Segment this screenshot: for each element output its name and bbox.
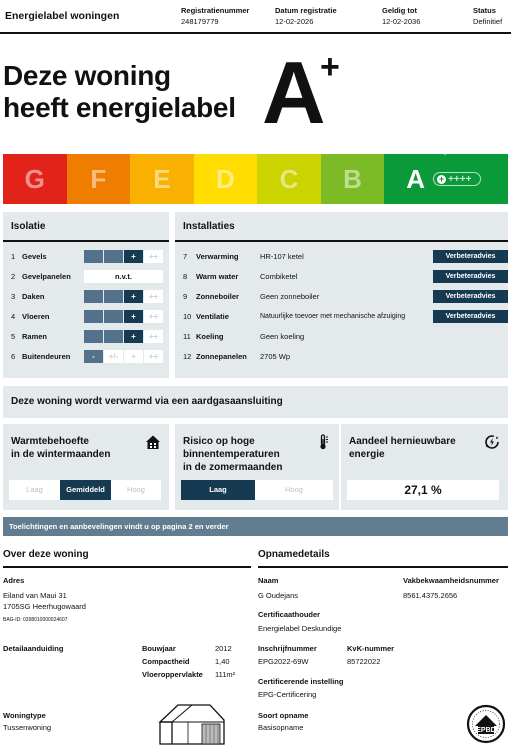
certificerende-instelling-value: EPG-Certificering	[258, 690, 317, 699]
certificerende-instelling-label: Certificerende instelling	[258, 677, 344, 686]
header-registratienummer: Registratienummer 248179779	[181, 6, 250, 26]
verbeteradvies-button[interactable]: Verbeteradvies	[433, 270, 508, 283]
warmtebehoefte-panel	[3, 424, 169, 510]
isolatie-row-gevels: 1 Gevels + ++	[11, 249, 163, 263]
hernieuwbaar-panel	[341, 424, 508, 510]
naam-value: G Oudejans	[258, 591, 299, 600]
installatie-row-ventilatie: 10 Ventilatie Natuurlijke toevoer met mechanische afzuiging Verbeteradvies	[183, 309, 508, 323]
isolatie-row-buitendeuren: 6 Buitendeuren - +/- + ++	[11, 349, 163, 363]
kvk-label: KvK-nummer	[347, 644, 395, 653]
installatie-row-koeling: 11 Koeling Geen koeling	[183, 331, 305, 341]
energy-label-letter: A	[262, 43, 324, 142]
option-hoog: Hoog	[285, 485, 303, 494]
vakbekwaamheidsnummer-label: Vakbekwaamheidsnummer	[403, 576, 499, 585]
header-status: Status Definitief	[473, 6, 503, 26]
renewable-icon	[484, 434, 500, 450]
option-laag: Laag	[26, 485, 43, 494]
energy-class-f: F	[67, 154, 131, 204]
installatie-row-verwarming: 7 Verwarming HR-107 ketel Verbeteradvies	[183, 249, 508, 263]
installaties-panel	[175, 212, 508, 378]
over-woning-title: Over deze woning	[3, 549, 89, 560]
divider	[258, 566, 508, 568]
energy-class-b: B	[321, 154, 385, 204]
option-hoog: Hoog	[127, 485, 145, 494]
energy-class-a: A + ++++	[384, 154, 508, 204]
isolatie-panel	[3, 212, 169, 378]
verbeteradvies-button[interactable]: Verbeteradvies	[433, 290, 508, 303]
hero-heading: Deze woning heeft energielabel	[3, 60, 236, 123]
thermometer-icon	[315, 434, 331, 450]
adres-label: Adres	[3, 576, 25, 585]
option-laag: Laag	[181, 480, 255, 500]
isolatie-title: Isolatie	[11, 221, 46, 232]
vloeroppervlakte-label: Vloeroppervlakte	[142, 670, 203, 679]
bag-id: BAG-ID: 0398010000024607	[3, 617, 68, 623]
energy-label-plus: +	[320, 48, 340, 86]
risico-title: Risico op hoge binnentemperaturen in de zomermaanden	[183, 436, 283, 473]
naam-label: Naam	[258, 576, 279, 585]
inschrijfnummer-value: EPG2022-69W	[258, 657, 309, 666]
document-title: Energielabel woningen	[5, 10, 120, 22]
isolatie-row-gevelpanelen: 2 Gevelpanelen n.v.t.	[11, 269, 163, 283]
toelichting-bar: Toelichtingen en aanbevelingen vindt u op pagina 2 en verder	[3, 517, 508, 536]
installaties-title: Installaties	[183, 221, 235, 232]
bouwjaar-label: Bouwjaar	[142, 644, 176, 653]
hernieuwbaar-title: Aandeel hernieuwbare energie	[349, 436, 456, 460]
divider	[175, 240, 508, 242]
plus-indicator: + ++++	[433, 172, 481, 186]
certificaathouder-value: Energielabel Deskundige	[258, 624, 342, 633]
verbeteradvies-button[interactable]: Verbeteradvies	[433, 250, 508, 263]
epbd-logo-icon	[466, 704, 506, 744]
adres-postcode: 1705SG Heerhugowaard	[3, 602, 86, 611]
active-class-marker-icon	[438, 148, 452, 155]
certificaathouder-label: Certificaathouder	[258, 610, 321, 619]
terraced-house-icon	[158, 702, 226, 746]
heating-note: Deze woning wordt verwarmd via een aardgasaansluiting	[3, 386, 508, 418]
risico-scale	[181, 480, 333, 500]
divider	[3, 566, 251, 568]
adres-straat: Eiland van Maui 31	[3, 591, 67, 600]
hernieuwbaar-value: 27,1 %	[347, 480, 499, 500]
isolatie-row-ramen: 5 Ramen + ++	[11, 329, 163, 343]
installatie-row-zonnepanelen: 12 Zonnepanelen 2705 Wp	[183, 351, 291, 361]
compactheid-label: Compactheid	[142, 657, 190, 666]
woningtype-value: Tussenwoning	[3, 723, 52, 732]
energy-class-e: E	[130, 154, 194, 204]
epbd-logo-text: EPBD	[476, 727, 496, 734]
installatie-row-warm-water: 8 Warm water Combiketel Verbeteradvies	[183, 269, 508, 283]
header-datum-registratie: Datum registratie 12-02-2026	[275, 6, 337, 26]
installatie-row-zonneboiler: 9 Zonneboiler Geen zonneboiler Verbeteradvies	[183, 289, 508, 303]
option-gemiddeld: Gemiddeld	[60, 480, 111, 500]
header-geldig-tot: Geldig tot 12-02-2036	[382, 6, 421, 26]
divider	[3, 240, 169, 242]
isolatie-row-vloeren: 4 Vloeren + ++	[11, 309, 163, 323]
vakbekwaamheidsnummer-value: 8561.4375.2656	[403, 591, 458, 600]
inschrijfnummer-label: Inschrijfnummer	[258, 644, 317, 653]
opnamedetails-title: Opnamedetails	[258, 549, 330, 560]
energy-class-c: C	[257, 154, 321, 204]
kvk-value: 85722022	[347, 657, 381, 666]
woningtype-label: Woningtype	[3, 711, 46, 720]
document-header	[0, 0, 511, 34]
bouwjaar-value: 2012	[215, 644, 232, 653]
energy-class-g: G	[3, 154, 67, 204]
plus-dot-icon: +	[438, 173, 445, 184]
soort-opname-label: Soort opname	[258, 711, 309, 720]
isolatie-row-daken: 3 Daken + ++	[11, 289, 163, 303]
compactheid-value: 1,40	[215, 657, 230, 666]
energy-scale	[3, 154, 508, 204]
energy-class-d: D	[194, 154, 258, 204]
risico-panel	[175, 424, 339, 510]
warmtebehoefte-title: Warmtebehoefte in de wintermaanden	[11, 436, 111, 460]
verbeteradvies-button[interactable]: Verbeteradvies	[433, 310, 508, 323]
detailaanduiding-label: Detailaanduiding	[3, 644, 64, 653]
soort-opname-value: Basisopname	[258, 723, 304, 732]
vloeroppervlakte-value: 111m²	[215, 670, 236, 679]
warmtebehoefte-scale	[9, 480, 161, 500]
house-icon	[145, 434, 161, 450]
